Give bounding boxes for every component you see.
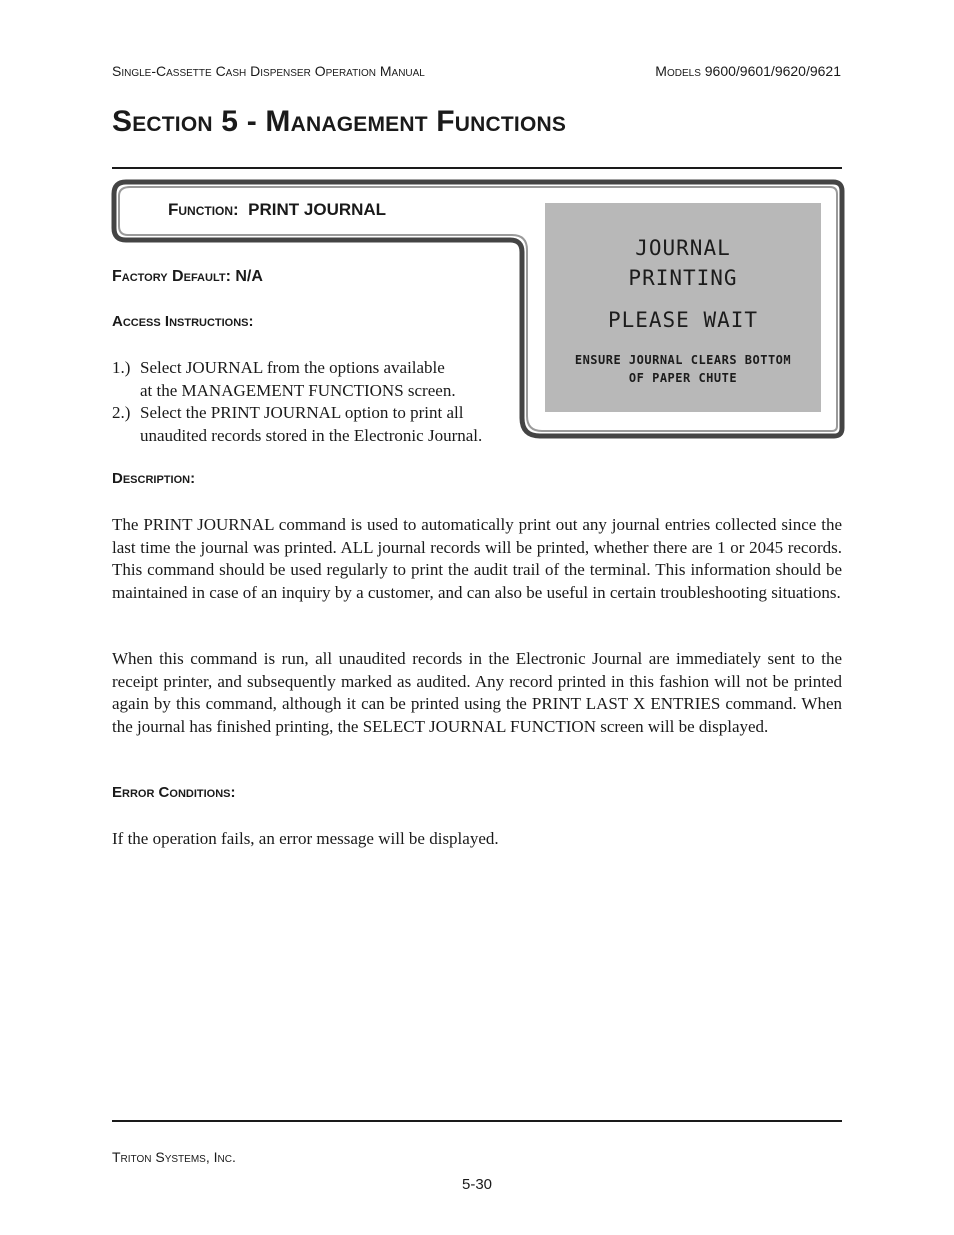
screen-line-journal: JOURNAL: [635, 236, 731, 260]
running-header-title: Single-Cassette Cash Dispenser Operation Manual: [112, 63, 425, 79]
list-item-line: Select JOURNAL from the options available: [140, 358, 445, 377]
factory-default-label: Factory Default:: [112, 268, 231, 285]
list-item: [112, 402, 482, 447]
list-item-number: 2.): [112, 403, 131, 422]
screen-line-chute: OF PAPER CHUTE: [628, 371, 738, 385]
function-prefix: Function:: [168, 200, 239, 219]
list-item-line: at the MANAGEMENT FUNCTIONS screen.: [140, 380, 456, 400]
list-item-line: Select the PRINT JOURNAL option to print all: [140, 403, 464, 422]
list-item: [112, 357, 482, 402]
access-instructions-heading: Access Instructions:: [112, 313, 254, 330]
page-number: 5-30: [461, 1176, 493, 1193]
list-item-number: 1.): [112, 358, 131, 377]
function-title: [168, 200, 386, 220]
running-header-models: Models 9600/9601/9620/9621: [655, 63, 841, 79]
footer-company: Triton Systems, Inc.: [112, 1149, 236, 1165]
access-instructions-list: [112, 357, 482, 447]
factory-default: [112, 268, 263, 286]
screen-line-printing: PRINTING: [628, 266, 738, 290]
bottom-divider: [112, 1120, 842, 1122]
screen-line-ensure: ENSURE JOURNAL CLEARS BOTTOM: [574, 353, 792, 367]
list-item-line: unaudited records stored in the Electronic Journal.: [140, 425, 483, 445]
error-conditions-text: If the operation fails, an error message will be displayed.: [112, 829, 499, 848]
description-paragraph-2: When this command is run, all unaudited records in the Electronic Journal are immediately sent to the receipt printer, and subsequently marked as audited. Any record printed in this fashion will not be printed again by this command, although it can be printed using the PRINT LAST X ENTRIES command. When the journal has finished printing, the SELECT JOURNAL FUNCTION screen will be displayed.: [112, 649, 842, 736]
atm-screen-display: [545, 203, 821, 412]
factory-default-value: N/A: [235, 268, 263, 285]
screen-line-please-wait: PLEASE WAIT: [607, 308, 759, 332]
error-conditions-heading: Error Conditions:: [112, 784, 236, 801]
section-title: Section 5 - Management Functions: [112, 105, 567, 138]
description-heading: Description:: [112, 470, 196, 487]
function-name: PRINT JOURNAL: [248, 200, 387, 219]
top-divider: [112, 167, 842, 169]
description-paragraph-1: The PRINT JOURNAL command is used to automatically print out any journal entries collected since the last time the journal was printed. ALL journal records will be printed, whether there are 1 or 2045 records. This command should be used regularly to print the audit trail of the terminal. This information should be maintained in case of an inquiry by a customer, and can also be useful in certain troubleshooting situations.: [112, 515, 842, 602]
